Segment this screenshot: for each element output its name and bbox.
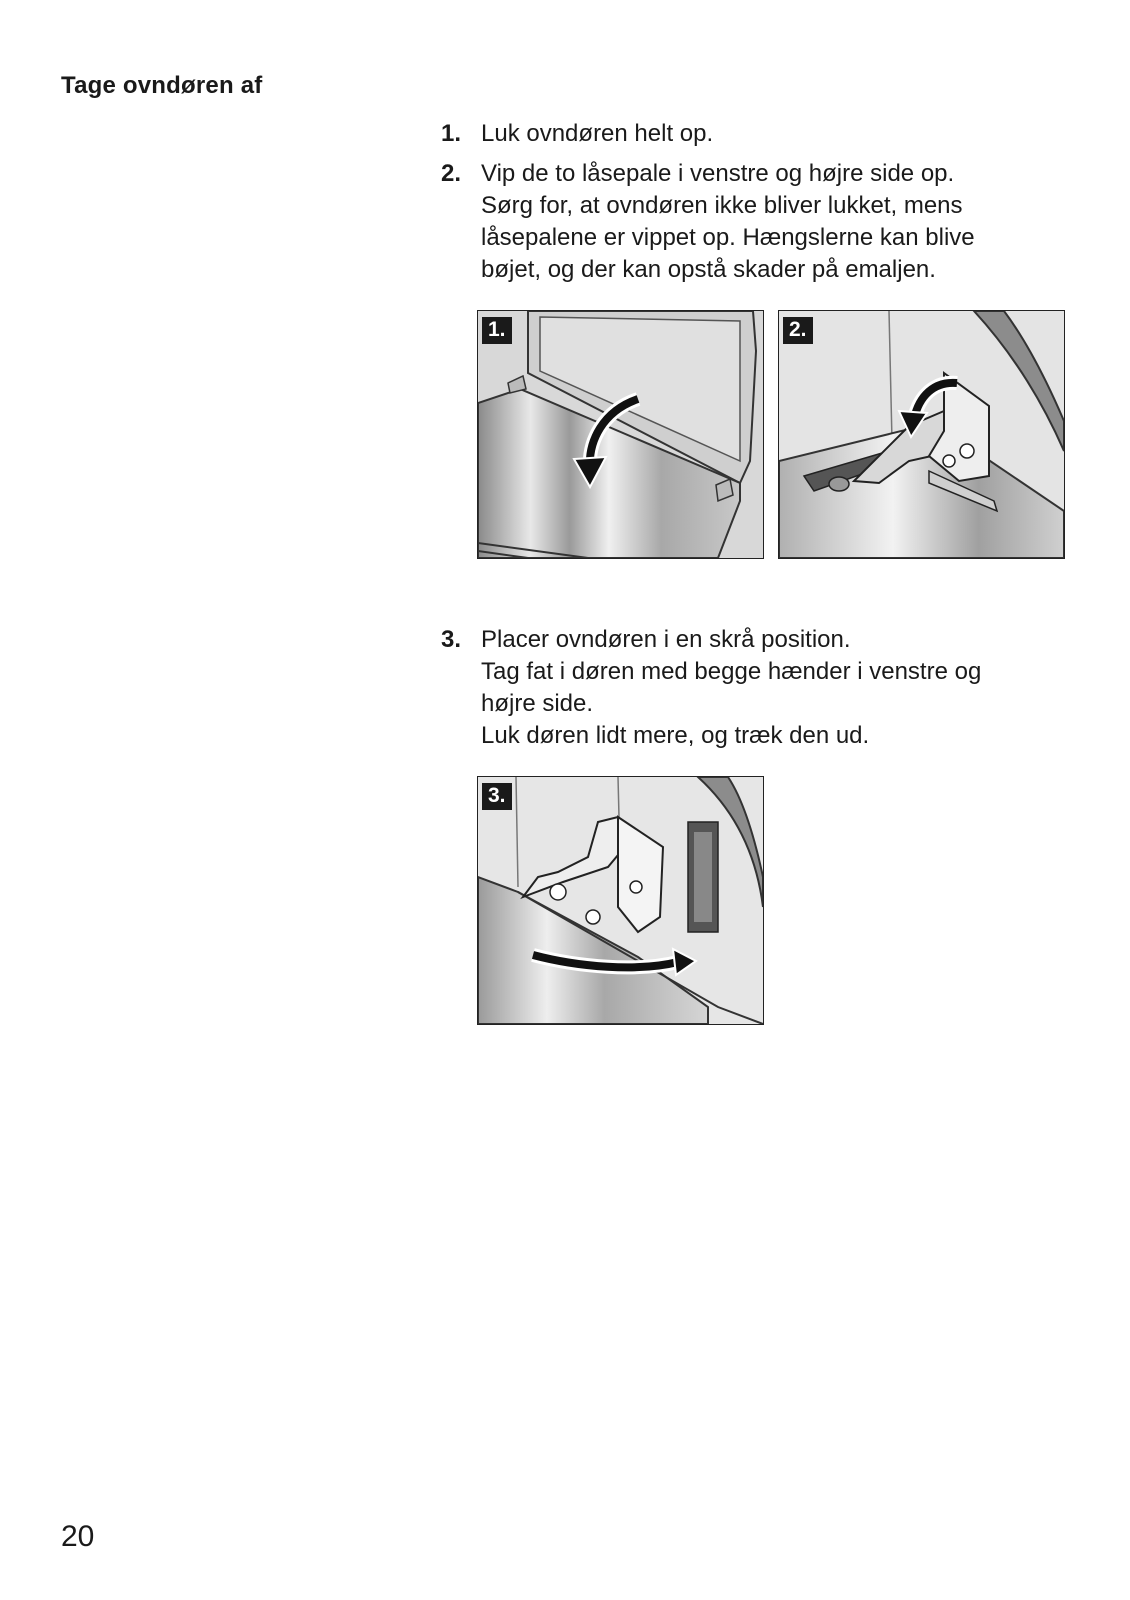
step-2 bbox=[441, 158, 1081, 286]
step-line: højre side. bbox=[481, 690, 594, 717]
page-number: 20 bbox=[61, 1520, 95, 1553]
step-line: bøjet, og der kan opstå skader på emaljen. bbox=[481, 256, 936, 283]
figure-3-remove-door bbox=[477, 776, 764, 1025]
oven-door-illustration bbox=[478, 311, 763, 558]
section-title: Tage ovndøren af bbox=[61, 72, 263, 99]
figure-2-hinge-lever bbox=[778, 310, 1065, 559]
step-text bbox=[481, 624, 1081, 752]
step-line: Luk ovndøren helt op. bbox=[481, 120, 714, 147]
step-line: Sørg for, at ovndøren ikke bliver lukket, mens bbox=[481, 192, 963, 219]
figure-label: 3. bbox=[482, 783, 512, 810]
step-number: 1. bbox=[441, 120, 462, 147]
step-3 bbox=[441, 624, 1081, 752]
figure-1-oven-door-open bbox=[477, 310, 764, 559]
step-line: låsepalene er vippet op. Hængslerne kan blive bbox=[481, 224, 975, 251]
step-line: Luk døren lidt mere, og træk den ud. bbox=[481, 722, 870, 749]
hinge-lever-illustration bbox=[779, 311, 1064, 558]
step-number: 2. bbox=[441, 160, 462, 187]
step-line: Tag fat i døren med begge hænder i venstre og bbox=[481, 658, 982, 685]
step-line: Placer ovndøren i en skrå position. bbox=[481, 626, 851, 653]
step-text bbox=[481, 118, 1081, 150]
remove-door-illustration bbox=[478, 777, 763, 1024]
step-1 bbox=[441, 118, 1081, 150]
step-line: Vip de to låsepale i venstre og højre side op. bbox=[481, 160, 955, 187]
figure-label: 1. bbox=[482, 317, 512, 344]
figure-label: 2. bbox=[783, 317, 813, 344]
step-number: 3. bbox=[441, 626, 462, 653]
step-text bbox=[481, 158, 1081, 286]
